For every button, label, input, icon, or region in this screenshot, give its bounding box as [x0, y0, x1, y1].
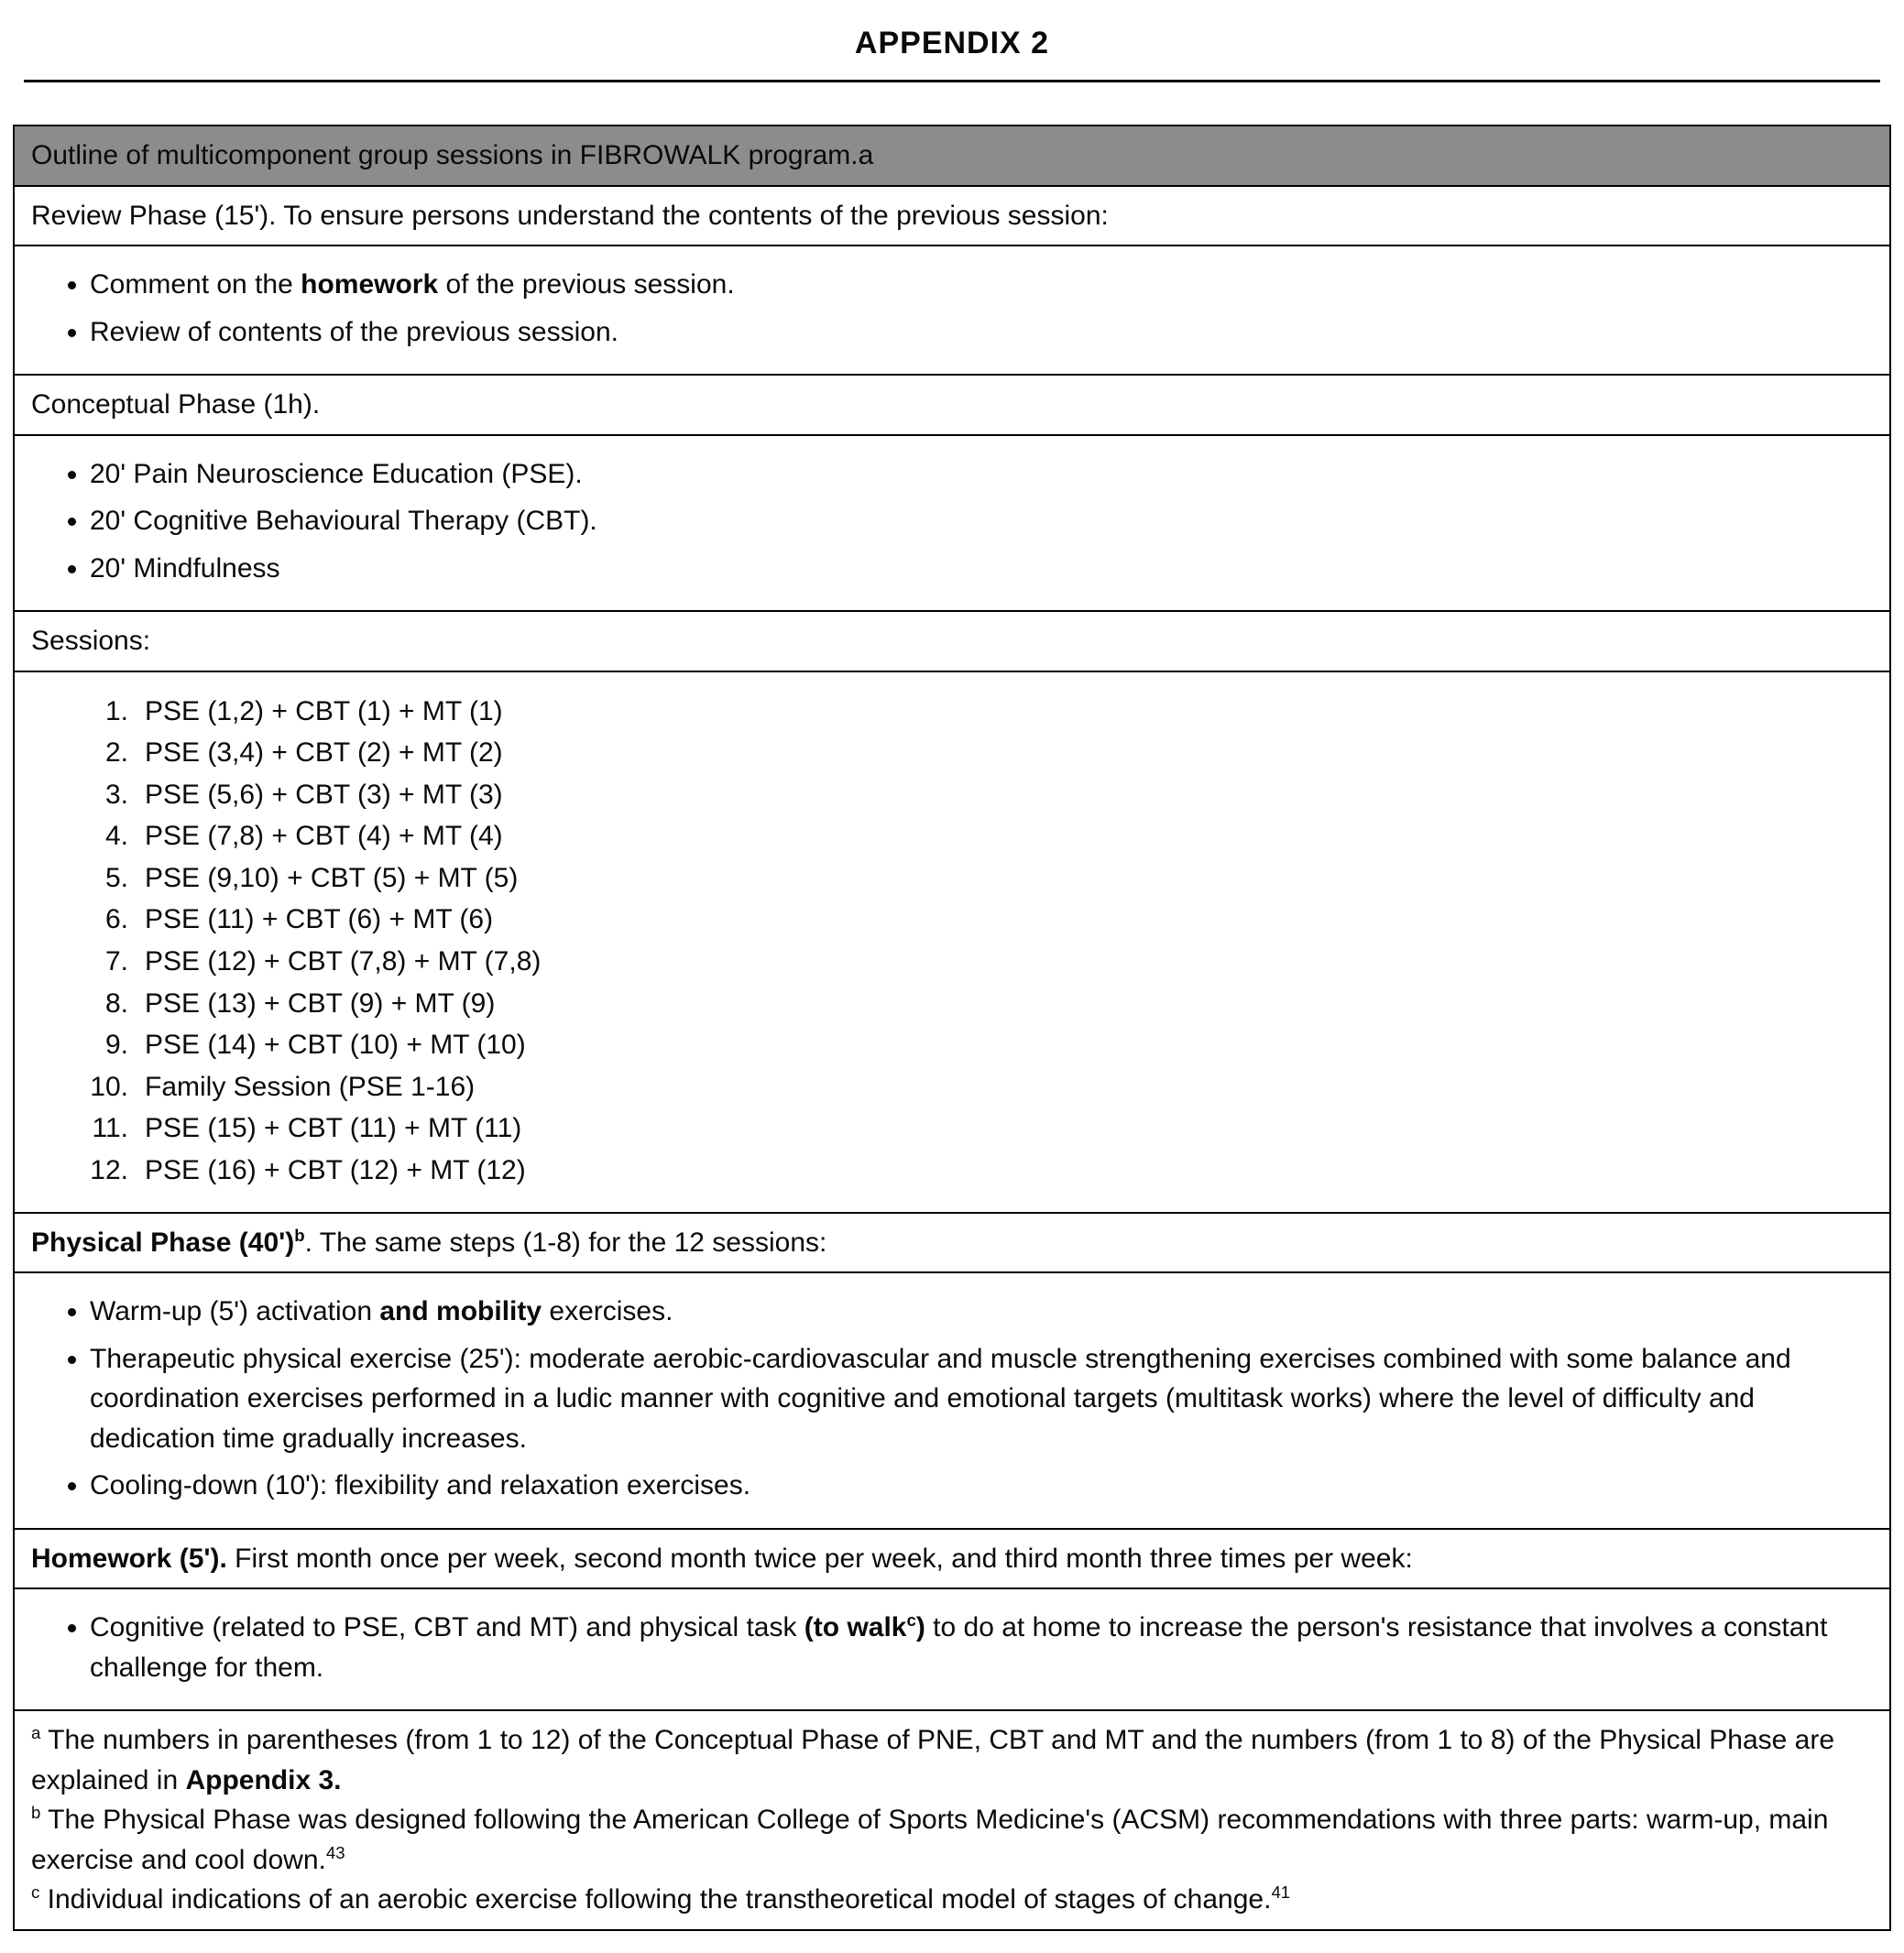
review-phase-heading-row: [14, 186, 1890, 246]
session-number: 1.: [104, 695, 128, 726]
footnotes-row: [14, 1710, 1890, 1930]
session-text: PSE (7,8) + CBT (4) + MT (4): [145, 821, 503, 852]
footnote-a: $^a$ The numbers in parentheses (from 1 to 12) of the Conceptual Phase of PNE, CBT and MT and the numbers (from 1 to 8) of the Physical Phase are explained in Appendix 3.: [31, 1723, 1835, 1795]
bullet-item: • Warm-up (5') activation and mobility exercises.: [90, 1288, 1873, 1336]
session-text: PSE (5,6) + CBT (3) + MT (3): [145, 779, 503, 810]
sessions-list-row: [14, 671, 1890, 1213]
session-number: 9.: [104, 1030, 128, 1061]
footnote-b: $^b$ The Physical Phase was designed following the American College of Sports Medicine's (ACSM) recommendations with three parts: warm-up, main exercise and cool down.$^{43}$: [31, 1803, 1829, 1875]
session-text: PSE (3,4) + CBT (2) + MT (2): [145, 737, 503, 769]
session-number: 5.: [104, 862, 128, 893]
physical-phase-bullets-cell: [14, 1272, 1890, 1529]
footnote-c: $^c$ Individual indications of an aerobic exercise following the transtheoretical model of stages of change.$^{41}$: [31, 1882, 1291, 1915]
sessions-list: [31, 682, 1873, 1203]
sessions-list-cell: [14, 671, 1890, 1213]
session-number: 10.: [90, 1071, 128, 1102]
bullet-item: • Cooling-down (10'): flexibility and relaxation exercises.: [90, 1462, 1873, 1510]
session-item: [57, 983, 1873, 1025]
session-text: PSE (15) + CBT (11) + MT (11): [145, 1113, 522, 1144]
title-divider: [24, 80, 1880, 82]
sessions-heading: Sessions:: [14, 611, 1890, 671]
session-text: Family Session (PSE 1-16): [145, 1071, 476, 1102]
bullet-item: • Comment on the homework of the previous session.: [90, 261, 1873, 309]
homework-bullets-cell: [14, 1588, 1890, 1710]
review-bullet-list: [31, 261, 1873, 355]
homework-heading-row: [14, 1529, 1890, 1589]
table-header-row: [14, 125, 1890, 186]
conceptual-phase-bullets-cell: [14, 435, 1890, 612]
session-text: PSE (11) + CBT (6) + MT (6): [145, 904, 494, 935]
session-item: [57, 857, 1873, 900]
session-item: [57, 941, 1873, 983]
session-item: [57, 815, 1873, 857]
physical-phase-bullets-row: [14, 1272, 1890, 1529]
session-text: PSE (14) + CBT (10) + MT (10): [145, 1030, 526, 1061]
session-number: 4.: [104, 821, 128, 852]
bullet-item: • Review of contents of the previous session.: [90, 309, 1873, 356]
physical-bullet-list: [31, 1288, 1873, 1510]
review-phase-bullets-cell: [14, 245, 1890, 375]
conceptual-phase-heading: Conceptual Phase (1h).: [14, 375, 1890, 435]
table-title: Outline of multicomponent group sessions in FIBROWALK program.a: [14, 125, 1890, 186]
review-phase-bullets-row: [14, 245, 1890, 375]
bullet-item: • 20' Pain Neuroscience Education (PSE).: [90, 451, 1873, 498]
homework-heading: Homework (5'). First month once per week, second month twice per week, and third month three times per week:: [14, 1529, 1890, 1589]
session-number: 3.: [104, 779, 128, 810]
session-text: PSE (12) + CBT (7,8) + MT (7,8): [145, 946, 542, 977]
outline-table: [13, 125, 1891, 1931]
conceptual-bullet-list: [31, 451, 1873, 593]
session-item: [57, 732, 1873, 774]
session-item: [57, 691, 1873, 733]
footnotes-cell: [14, 1710, 1890, 1930]
session-item: [57, 774, 1873, 816]
session-text: PSE (16) + CBT (12) + MT (12): [145, 1155, 526, 1186]
review-phase-heading: Review Phase (15'). To ensure persons understand the contents of the previous session:: [14, 186, 1890, 246]
session-text: PSE (1,2) + CBT (1) + MT (1): [145, 695, 503, 726]
page-title: APPENDIX 2: [854, 26, 1050, 60]
physical-phase-heading: Physical Phase $(40')^b$. The same steps (1-8) for the 12 sessions:: [14, 1213, 1890, 1273]
sessions-heading-row: [14, 611, 1890, 671]
session-number: 7.: [104, 946, 128, 977]
conceptual-phase-heading-row: [14, 375, 1890, 435]
session-item: [57, 899, 1873, 941]
session-text: PSE (9,10) + CBT (5) + MT (5): [145, 862, 519, 893]
session-number: 12.: [90, 1155, 128, 1186]
bullet-item: • Therapeutic physical exercise (25'): moderate aerobic-cardiovascular and muscle strengthening exercises combined with some balance and coordination exercises performed in a ludic manner with cognitive and emotional targets (multitask works) where the level of difficulty and dedication time gradually increases.: [90, 1336, 1873, 1463]
physical-phase-heading-row: [14, 1213, 1890, 1273]
session-item: [57, 1150, 1873, 1192]
bullet-item: • 20' Mindfulness: [90, 545, 1873, 593]
session-text: PSE (13) + CBT (9) + MT (9): [145, 987, 496, 1019]
session-item: [57, 1024, 1873, 1066]
session-number: 6.: [104, 904, 128, 935]
session-number: 11.: [92, 1113, 128, 1144]
session-item: [57, 1107, 1873, 1150]
bullet-item: • 20' Cognitive Behavioural Therapy (CBT).: [90, 497, 1873, 545]
conceptual-phase-bullets-row: [14, 435, 1890, 612]
homework-bullets-row: [14, 1588, 1890, 1710]
session-number: 2.: [104, 737, 128, 769]
session-number: 8.: [104, 987, 128, 1019]
homework-bullet-list: [31, 1604, 1873, 1691]
session-item: [57, 1066, 1873, 1108]
bullet-item: • Cognitive (related to PSE, CBT and MT) and physical task (to walk$^c$) to do at home to increase the person's resistance that involves a constant challenge for them.: [90, 1604, 1873, 1691]
